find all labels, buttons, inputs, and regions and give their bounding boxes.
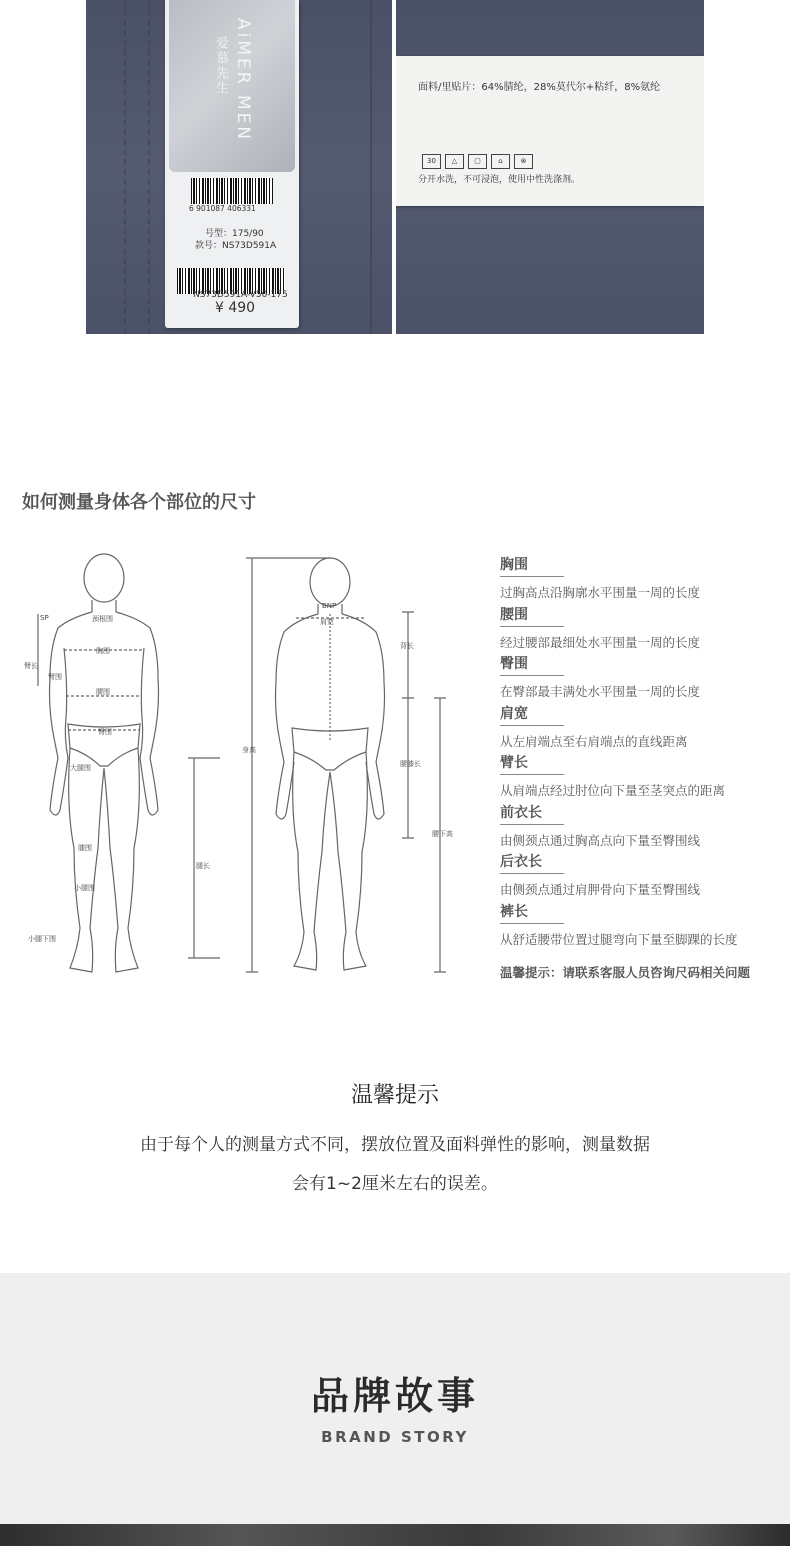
measure-title: 如何测量身体各个部位的尺寸 — [22, 492, 256, 513]
tumble-dry-icon: ▢ — [468, 154, 487, 169]
label-sp: SP — [40, 614, 49, 622]
measure-item-name: 腰围 — [500, 604, 564, 627]
brand-story-title: 品牌故事 — [310, 1374, 479, 1418]
hang-tag-brand-panel — [169, 0, 295, 172]
label-inseam: 腿长 — [196, 862, 210, 870]
product-photo-care-label — [396, 0, 704, 334]
label-bnp: BNP — [322, 602, 337, 610]
warm-tip-title: 温馨提示 — [350, 1083, 439, 1108]
measure-item-name: 后衣长 — [500, 851, 564, 874]
warm-tip-line-1: 由于每个人的测量方式不同，摆放位置及面料弹性的影响，测量数据 — [140, 1135, 650, 1155]
measure-list — [500, 554, 790, 950]
barcode-number: 6 901087 406331 — [189, 204, 256, 213]
measure-item — [500, 604, 790, 654]
label-chest: 胸围 — [96, 647, 110, 655]
label-waist-len: 腰膝长 — [400, 760, 421, 768]
no-dryclean-icon: ⊗ — [514, 154, 533, 169]
measure-item-name: 胸围 — [500, 554, 564, 577]
measure-item — [500, 851, 790, 901]
measure-item-desc: 过胸高点沿胸廓水平围量一周的长度 — [500, 585, 701, 600]
care-instructions: 分开水洗，不可浸泡，使用中性洗涤剂。 — [418, 175, 581, 185]
measure-item-name: 肩宽 — [500, 703, 564, 726]
price: ¥ 490 — [215, 300, 256, 316]
label-arm-circ: 臂围 — [48, 673, 62, 681]
measure-item — [500, 703, 790, 753]
size-tip: 温馨提示：请联系客服人员咨询尺码相关问题 — [500, 965, 751, 980]
measure-item — [500, 554, 790, 604]
fabric-edge — [370, 0, 372, 334]
measure-item — [500, 653, 790, 703]
label-calf: 小腿围 — [74, 884, 95, 892]
label-arm: 臂长 — [24, 662, 38, 670]
measure-item — [500, 901, 790, 951]
label-leg-len: 腰下高 — [432, 830, 453, 838]
measure-item — [500, 752, 790, 802]
measure-item-desc: 由侧颈点通过胸高点向下量至臀围线 — [500, 832, 701, 848]
hang-tag — [165, 0, 299, 328]
label-neck: 颈根围 — [92, 615, 113, 623]
measure-item-desc: 从舒适腰带位置过腿弯向下量至脚踝的长度 — [500, 931, 738, 947]
measure-item-desc: 从左肩端点至右肩端点的直线距离 — [500, 733, 688, 749]
measure-item-name: 前衣长 — [500, 802, 564, 825]
sku-line: NS73D591A-V50-175 — [193, 290, 288, 300]
label-back-len: 背长 — [400, 642, 414, 650]
front-body-diagram — [20, 548, 240, 998]
iron-icon: ⌂ — [491, 154, 510, 169]
measure-item-name: 裤长 — [500, 901, 564, 924]
label-below-calf: 小腿下围 — [28, 935, 56, 943]
barcode — [191, 178, 273, 204]
wash-30-icon: 30 — [422, 154, 441, 169]
measure-item-desc: 在臀部最丰满处水平围量一周的长度 — [500, 684, 701, 699]
label-hip: 臀围 — [98, 728, 112, 736]
measure-item-name: 臀围 — [500, 653, 564, 676]
product-photo-hangtag — [86, 0, 392, 334]
measure-item-desc: 由侧颈点通过肩胛骨向下量至臀围线 — [500, 882, 701, 897]
label-waist: 腰围 — [96, 688, 110, 696]
hang-tag-brand-cn: 爱慕先生 — [213, 36, 228, 96]
no-bleach-icon: △ — [445, 154, 464, 169]
fabric-seam — [124, 0, 150, 334]
label-shoulder: 肩宽 — [320, 618, 334, 626]
brand-image-top-edge — [0, 1524, 790, 1546]
size-line: 号型：175/90 — [205, 229, 264, 239]
hang-tag-brand-en: AiMER MEN — [233, 18, 253, 143]
warm-tip-line-2: 会有1~2厘米左右的误差。 — [292, 1174, 498, 1194]
style-line: 款号：NS73D591A — [195, 241, 277, 251]
fabric-composition: 面料/里贴片：64%腈纶，28%莫代尔+粘纤，8%氨纶 — [418, 82, 661, 93]
measure-item-desc: 经过腰部最细处水平围量一周的长度 — [500, 634, 701, 650]
brand-story-subtitle: BRAND STORY — [321, 1428, 469, 1446]
back-body-diagram — [240, 552, 460, 982]
label-thigh: 大腿围 — [70, 764, 91, 772]
measure-item-name: 臂长 — [500, 752, 564, 775]
measure-item-desc: 从肩端点经过肘位向下量至茎突点的距离 — [500, 783, 726, 798]
label-knee: 膝围 — [78, 844, 92, 852]
label-height: 身高 — [242, 746, 256, 754]
measure-item — [500, 802, 790, 852]
care-icons — [422, 154, 533, 169]
care-label — [396, 56, 704, 206]
